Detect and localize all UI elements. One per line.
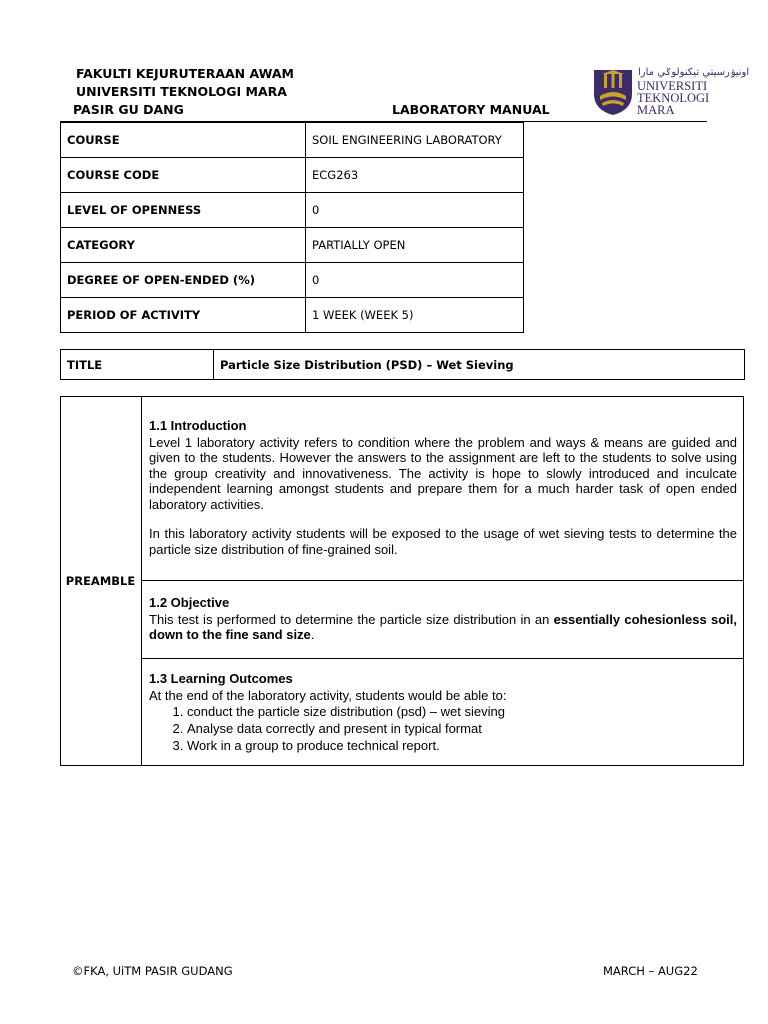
introduction-paragraph: Level 1 laboratory activity refers to condition where the problem and ways & means are guided and given to the students. However the answers to the assignment are left to the students to solve using the group creativity and innovativeness. The activity is hope to slowly introduced and inculcate independent learning amongst students and prepare them for a much harder task of open ended laboratory activities. <box>149 434 737 512</box>
table-row <box>61 298 524 333</box>
objective-text-start: This test is performed to determine the particle size distribution in an <box>149 611 554 627</box>
title-key: TITLE <box>61 350 214 380</box>
title-value: Particle Size Distribution (PSD) – Wet Sieving <box>214 350 745 380</box>
info-key: COURSE <box>61 123 306 158</box>
section-divider <box>142 658 744 659</box>
logo-line-3: MARA <box>637 103 675 117</box>
learning-outcomes-list <box>149 703 737 754</box>
manual-label: LABORATORY MANUAL <box>392 102 550 117</box>
list-item: 1. conduct the particle size distribution (psd) – wet sieving <box>187 703 737 720</box>
info-key: CATEGORY <box>61 228 306 263</box>
campus-name: PASIR GU DANG <box>73 102 184 117</box>
info-value: 0 <box>306 193 524 228</box>
list-item: 2. Analyse data correctly and present in typical format <box>187 720 737 737</box>
table-row <box>61 350 745 380</box>
faculty-name: FAKULTI KEJURUTERAAN AWAM <box>76 66 294 81</box>
table-row <box>61 158 524 193</box>
university-name: UNIVERSITI TEKNOLOGI MARA <box>76 84 287 99</box>
logo-arabic-text: اونيۏرسيتي تيكنولوݢي مارا <box>638 67 750 78</box>
learning-outcomes-lead: At the end of the laboratory activity, students would be able to: <box>149 687 507 703</box>
info-key: DEGREE OF OPEN-ENDED (%) <box>61 263 306 298</box>
info-value: ECG263 <box>306 158 524 193</box>
table-row <box>61 263 524 298</box>
objective-text-bold: essentially cohesionless soil, down to the fine sand size <box>149 611 737 642</box>
learning-outcomes-section <box>149 671 737 754</box>
objective-heading: 1.2 Objective <box>149 595 230 610</box>
info-value: 0 <box>306 263 524 298</box>
info-value: PARTIALLY OPEN <box>306 228 524 263</box>
course-info-table <box>60 122 524 333</box>
section-divider <box>142 580 744 581</box>
info-value: SOIL ENGINEERING LABORATORY <box>306 123 524 158</box>
introduction-heading: 1.1 Introduction <box>149 418 247 433</box>
logo-line-2: TEKNOLOGI <box>637 91 710 105</box>
preamble-label: PREAMBLE <box>60 396 142 766</box>
objective-section <box>149 595 737 657</box>
table-row <box>61 123 524 158</box>
footer-session: MARCH – AUG22 <box>603 964 698 978</box>
title-table <box>60 349 745 380</box>
info-key: PERIOD OF ACTIVITY <box>61 298 306 333</box>
table-row <box>61 228 524 263</box>
info-value: 1 WEEK (WEEK 5) <box>306 298 524 333</box>
learning-outcomes-heading: 1.3 Learning Outcomes <box>149 671 293 686</box>
logo-text <box>637 80 709 116</box>
logo-line-1: UNIVERSITI <box>637 79 708 93</box>
introduction-section <box>149 418 737 571</box>
info-key: COURSE CODE <box>61 158 306 193</box>
footer-copyright: ©FKA, UiTM PASIR GUDANG <box>72 964 233 978</box>
objective-text-end: . <box>310 627 315 642</box>
introduction-paragraph-2: In this laboratory activity students will be exposed to the usage of wet sieving tests to determine the particle size distribution of fine-grained soil. <box>149 526 737 557</box>
list-item: 3. Work in a group to produce technical report. <box>187 737 737 754</box>
objective-text <box>149 612 737 643</box>
table-row <box>61 193 524 228</box>
info-key: LEVEL OF OPENNESS <box>61 193 306 228</box>
